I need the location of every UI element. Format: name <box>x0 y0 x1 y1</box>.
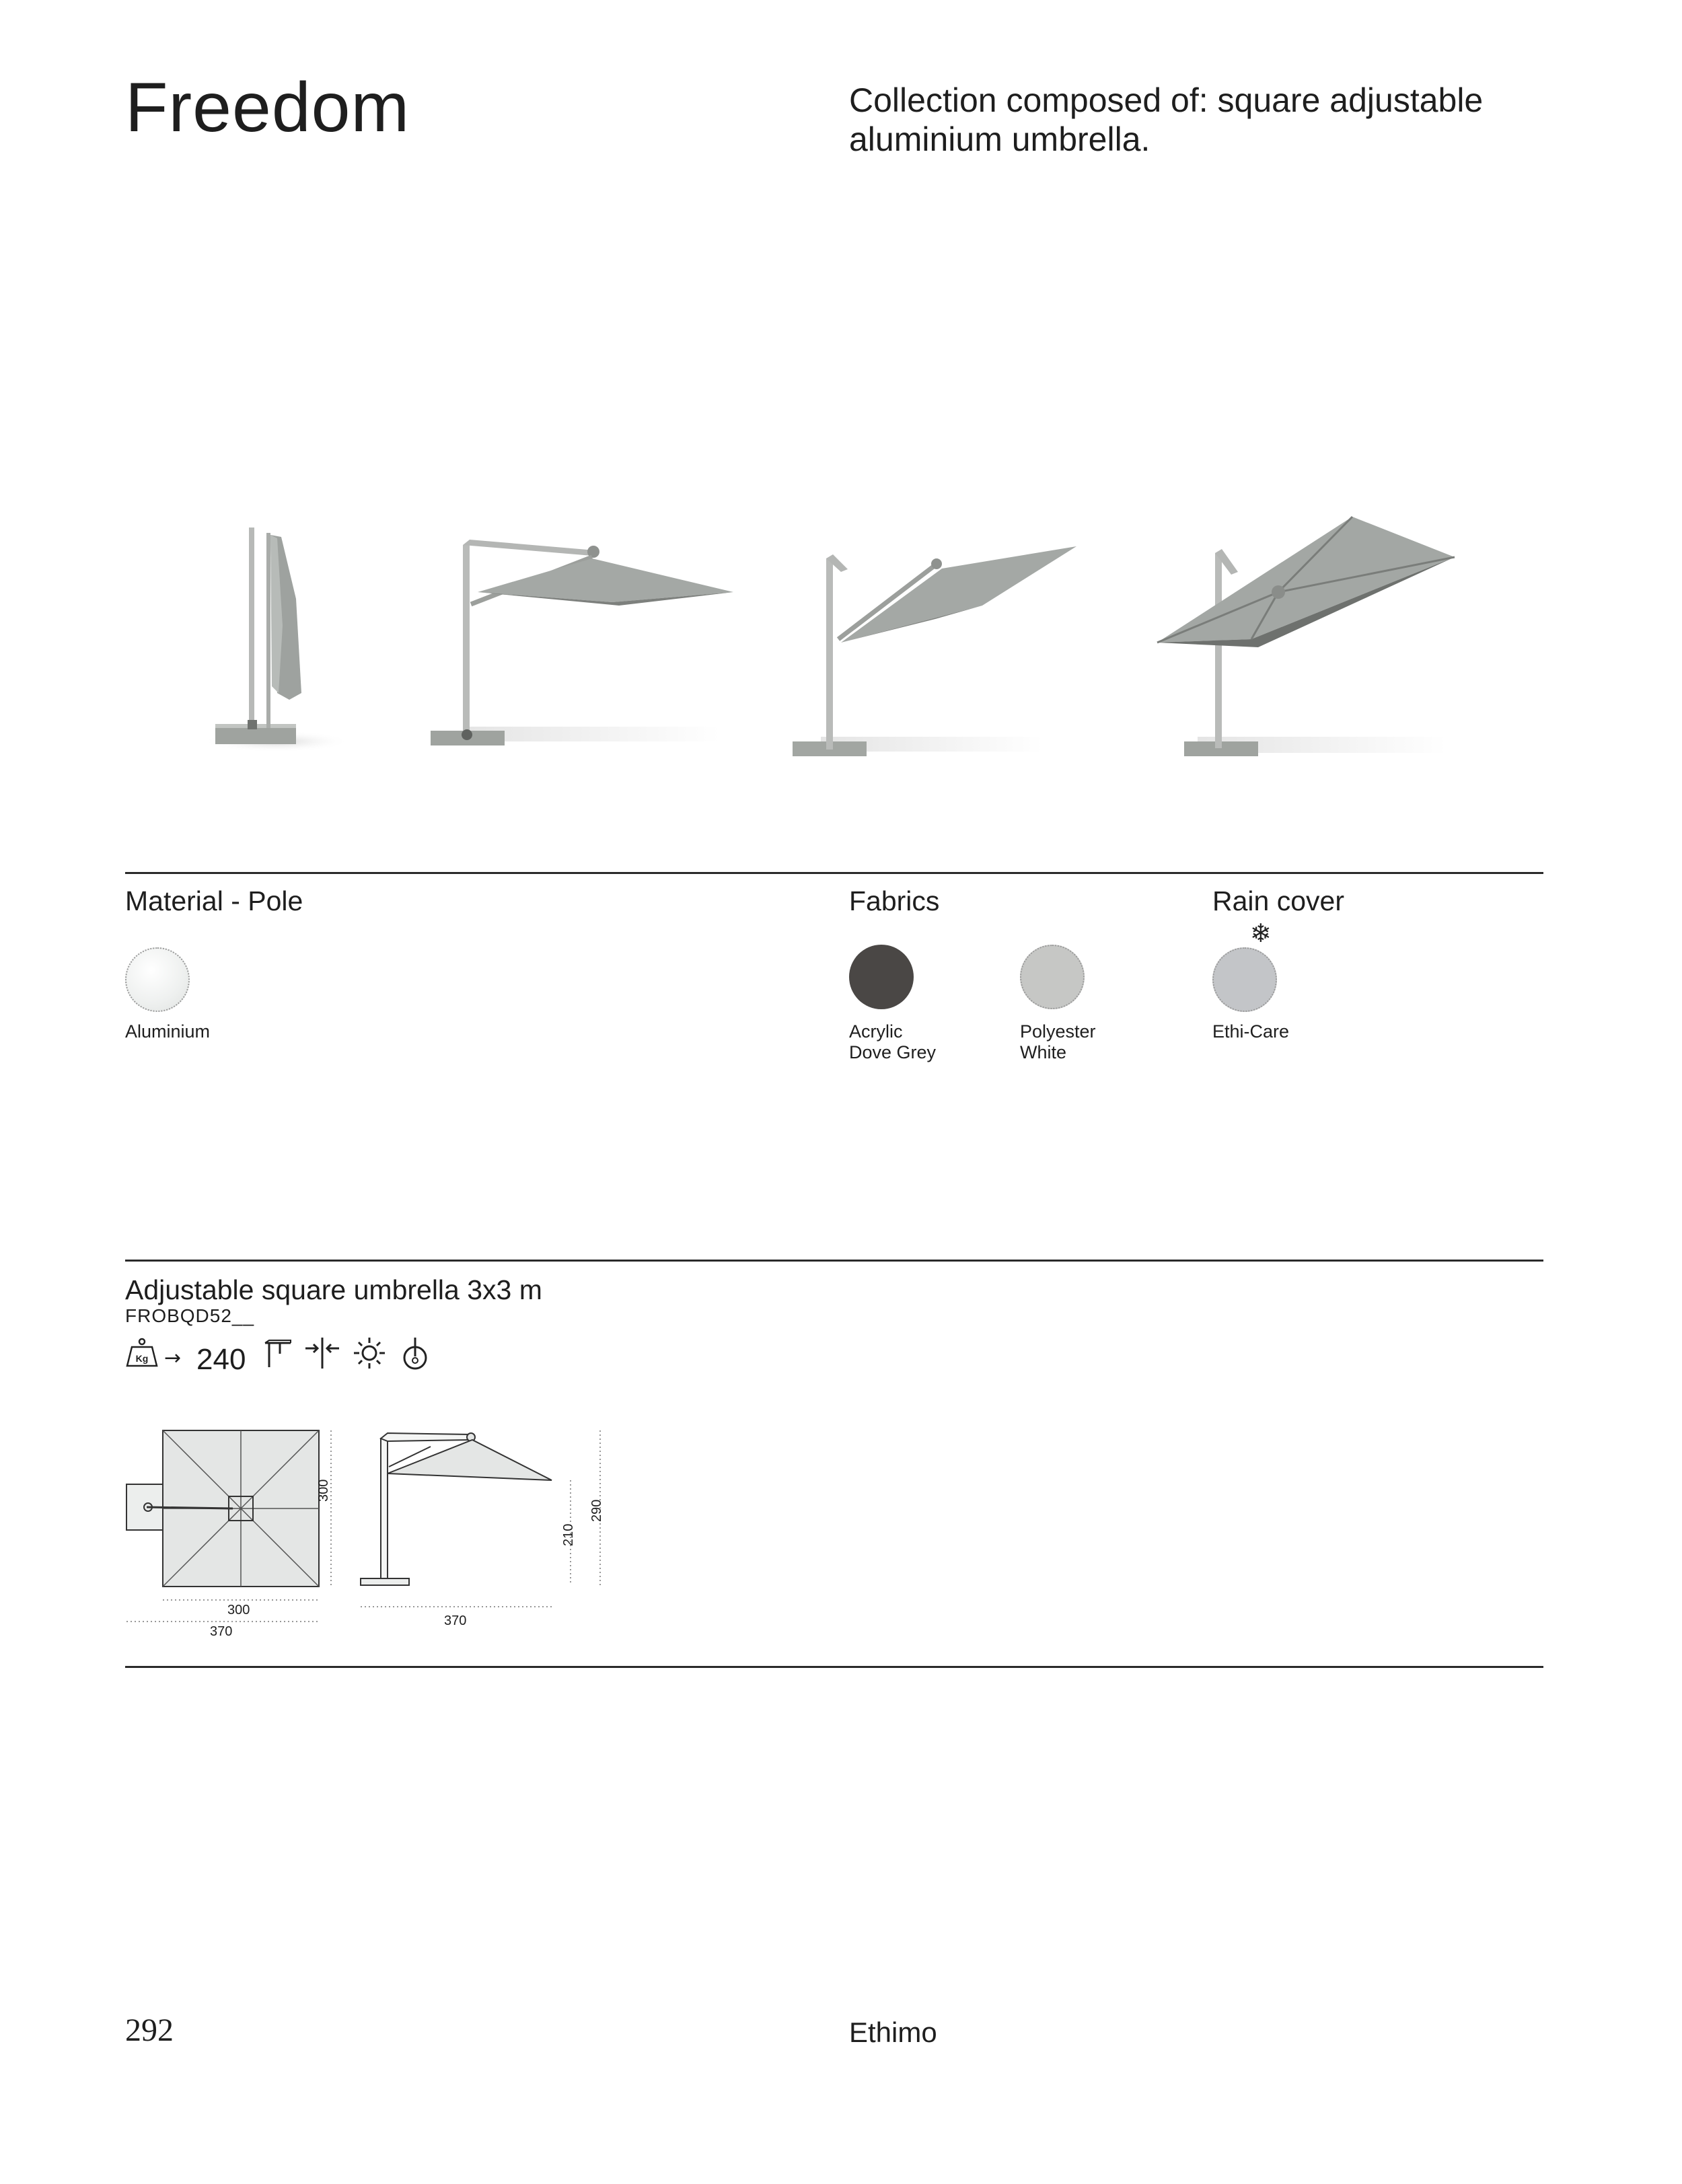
swatch-aluminium <box>125 947 190 1012</box>
brand-name: Ethimo <box>849 2016 937 2048</box>
material-heading: Material - Pole <box>125 885 303 916</box>
swatch-ethi-care <box>1212 947 1277 1012</box>
dim-side-height-max: 290 <box>589 1499 604 1522</box>
photo-umbrella-closed <box>195 471 370 780</box>
label-ethi-care: Ethi-Care <box>1212 1021 1290 1042</box>
fabric-2-line2: White <box>1020 1042 1067 1062</box>
swatch-polyester-white <box>1020 945 1085 1009</box>
label-polyester-white <box>1020 1021 1096 1063</box>
dim-top-width: 300 <box>227 1603 250 1617</box>
photo-umbrella-open-side <box>424 525 733 780</box>
tilt-icon <box>401 1336 429 1371</box>
fabric-1-line2: Dove Grey <box>849 1042 937 1062</box>
section-divider-product <box>125 1260 1543 1262</box>
arrow-right-icon: → <box>164 1346 182 1370</box>
photo-umbrella-tilted <box>780 532 1090 780</box>
fabric-1-line1: Acrylic <box>849 1021 903 1042</box>
weight-icon <box>125 1338 159 1369</box>
fabrics-heading: Fabrics <box>849 885 940 916</box>
compress-arrows-icon <box>304 1336 340 1370</box>
section-divider-end <box>125 1666 1543 1668</box>
fabric-2-line1: Polyester <box>1020 1021 1096 1042</box>
umbrella-icon <box>262 1338 293 1369</box>
page-number: 292 <box>125 2012 174 2048</box>
dim-side-height-min: 210 <box>561 1523 576 1546</box>
dim-top-depth: 300 <box>316 1479 331 1502</box>
sun-icon <box>353 1336 386 1370</box>
section-divider-materials <box>125 872 1543 874</box>
swatch-acrylic-dove-grey <box>849 945 914 1009</box>
product-code: FROBQD52__ <box>125 1305 255 1326</box>
page-title: Freedom <box>125 69 410 147</box>
dim-top-total: 370 <box>210 1624 233 1639</box>
snowflake-icon: ❄ <box>1250 918 1272 948</box>
side-view-drawing <box>357 1420 612 1622</box>
product-name: Adjustable square umbrella 3x3 m <box>125 1274 542 1305</box>
label-acrylic-dove-grey <box>849 1021 936 1063</box>
base-weight-value: 240 <box>196 1343 246 1376</box>
weight-icon-label: Kg <box>135 1353 149 1364</box>
photo-umbrella-open-angled <box>1144 505 1467 780</box>
collection-description: Collection composed of: square adjustable aluminium umbrella. <box>849 81 1484 158</box>
label-aluminium: Aluminium <box>125 1021 211 1042</box>
rain-cover-heading: Rain cover <box>1212 885 1344 916</box>
dim-side-width: 370 <box>444 1613 467 1628</box>
